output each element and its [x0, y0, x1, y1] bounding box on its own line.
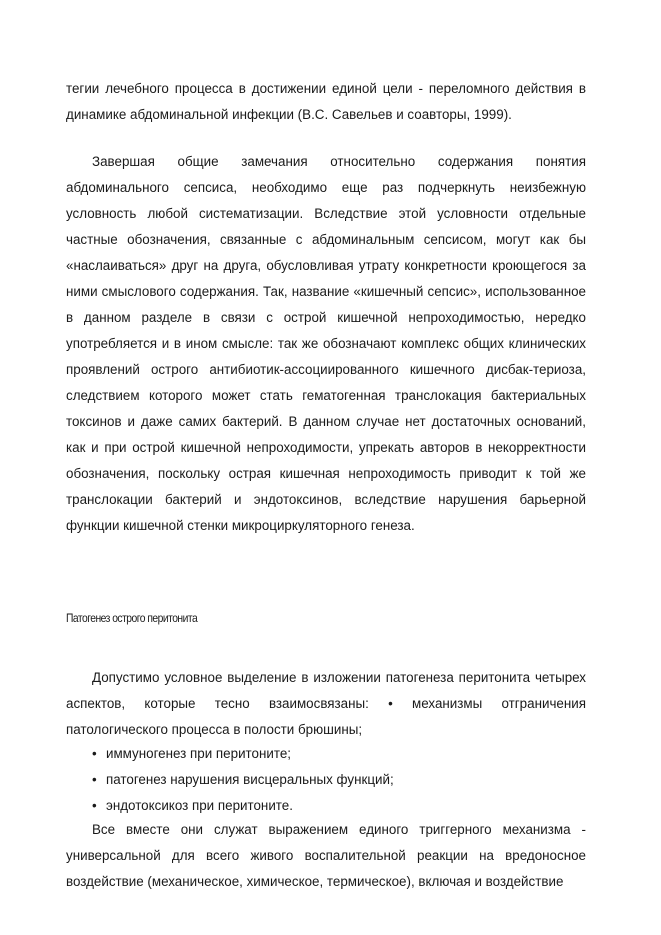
- bullet-icon: •: [92, 798, 97, 813]
- list-item: [92, 767, 632, 793]
- list-item-text: иммуногенез при перитоните;: [106, 746, 292, 761]
- bullet-icon: •: [92, 746, 97, 761]
- paragraph-continuation: тегии лечебного процесса в достижении единой цели - переломного действия в динамике абдоминальной инфекции (В.С. Савельев и соавторы, 1999).: [66, 81, 586, 122]
- bullet-icon: •: [92, 772, 97, 787]
- paragraph-pathogenesis-intro: Допустимо условное выделение в изложении патогенеза перитонита четырех аспектов, которые тесно взаимосвязаны: • механизмы отграничения патологического процесса в полости брюшины;: [66, 670, 586, 737]
- paragraph-trigger-mechanism: Все вместе они служат выражением единого триггерного механизма - универсальной для всего живого воспалительной реакции на вредоносное воздействие (механическое, химическое, термическое), включая и воздействие: [66, 822, 586, 889]
- section-heading: Патогенез острого перитонита: [66, 611, 198, 625]
- list-item-text: патогенез нарушения висцеральных функций;: [106, 772, 394, 787]
- list-item-text: эндотоксикоз при перитоните.: [106, 798, 293, 813]
- list-item: [92, 741, 632, 767]
- paragraph-abdominal-sepsis: Завершая общие замечания относительно содержания понятия абдоминального сепсиса, необходимо еще раз подчеркнуть неизбежную условность любой систематизации. Вследствие этой условности отдельные частные обозначения, связанные с абдоминальным сепсисом, могут как бы «наслаиваться» друг на друга, обусловливая утрату конкретности кроющегося за ними смыслового содержания. Так, название «кишечный сепсис», использованное в данном разделе в связи с острой кишечной непроходимостью, нередко употребляется и в ином смысле: так же обозначают комплекс общих клинических проявлений острого антибиотик-ассоциированного кишечного дисбак-териоза, следствием которого может стать гематогенная транслокация бактериальных токсинов и даже самих бактерий. В данном случае нет достаточных оснований, как и при острой кишечной непроходимости, упрекать авторов в некорректности обозначения, поскольку острая кишечная непроходимость приводит к той же транслокации бактерий и эндотоксинов, вследствие нарушения барьерной функции кишечной стенки микроциркуляторного генеза.: [66, 154, 586, 533]
- list-item: [92, 793, 632, 819]
